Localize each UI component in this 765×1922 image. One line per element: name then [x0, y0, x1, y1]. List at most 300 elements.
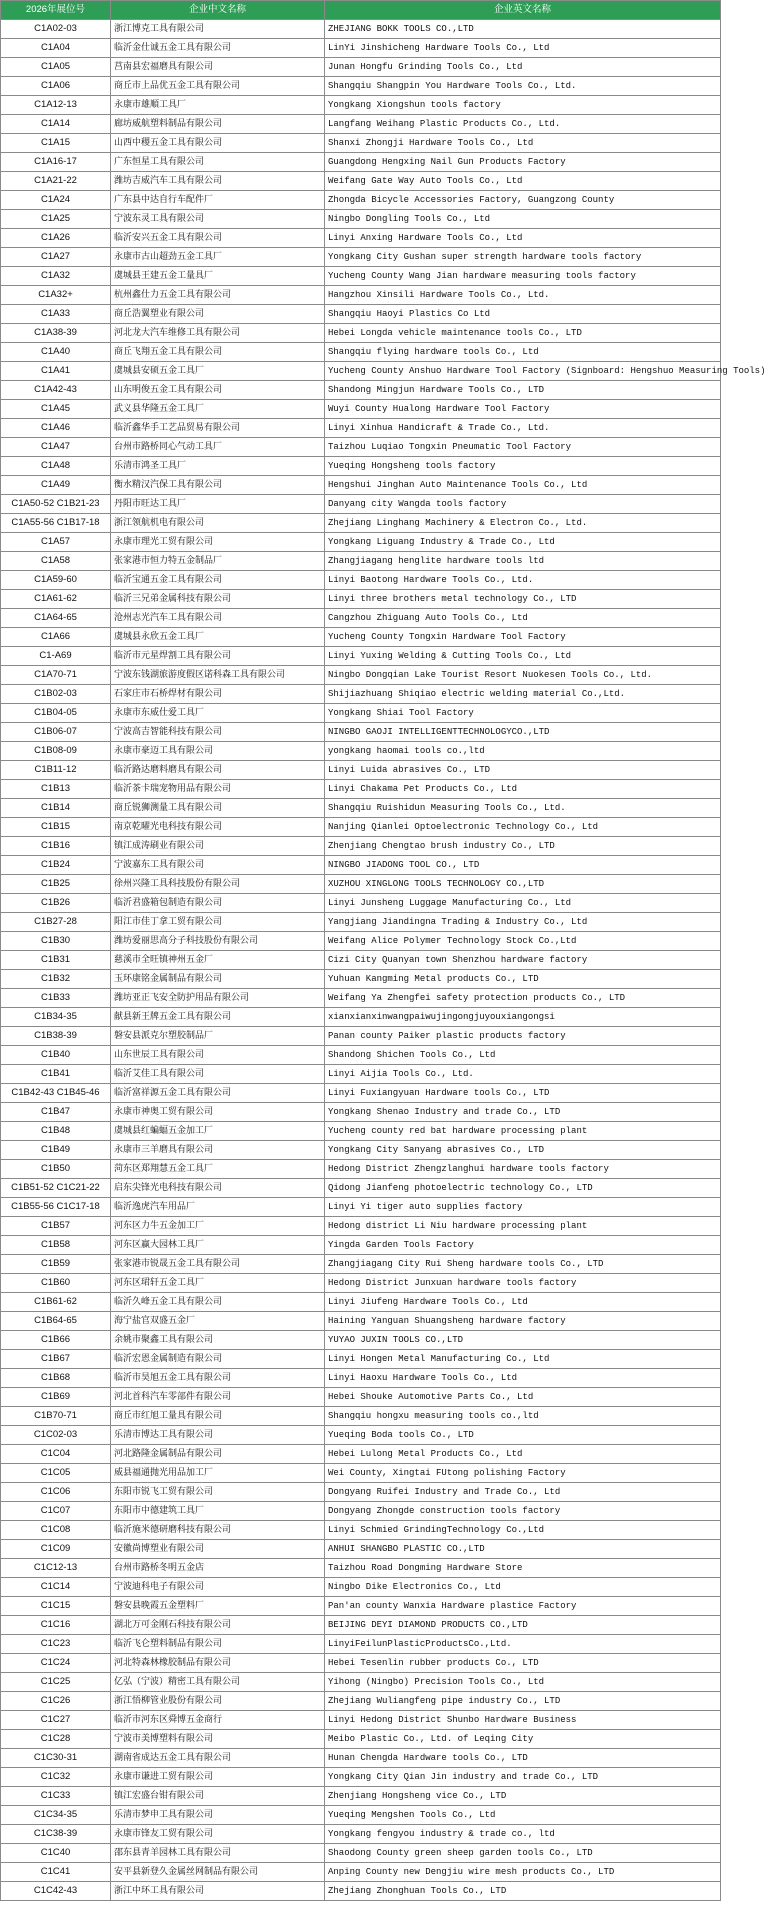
booth-cell[interactable]: C1C28 — [1, 1730, 111, 1749]
english-name-cell[interactable]: Hunan Chengda Hardware tools Co., LTD — [325, 1749, 721, 1768]
english-name-cell[interactable]: Zhangjiagang City Rui Sheng hardware tools Co., LTD — [325, 1255, 721, 1274]
english-name-cell[interactable]: Yucheng County Anshuo Hardware Tool Factory (Signboard: Hengshuo Measuring Tools) — [325, 362, 721, 381]
english-name-cell[interactable]: Linyi Junsheng Luggage Manufacturing Co., Ltd — [325, 894, 721, 913]
english-name-cell[interactable]: Yongkang City Qian Jin industry and trade Co., LTD — [325, 1768, 721, 1787]
english-name-cell[interactable]: Zhongda Bicycle Accessories Factory, Guangzong County — [325, 191, 721, 210]
booth-cell[interactable]: C1B55-56 C1C17-18 — [1, 1198, 111, 1217]
english-name-cell[interactable]: Shangqiu Haoyi Plastics Co Ltd — [325, 305, 721, 324]
english-name-cell[interactable]: Wuyi County Hualong Hardware Tool Factory — [325, 400, 721, 419]
booth-cell[interactable]: C1B70-71 — [1, 1407, 111, 1426]
english-name-cell[interactable]: NINGBO JIADONG TOOL CO., LTD — [325, 856, 721, 875]
english-name-cell[interactable]: Shandong Shichen Tools Co., Ltd — [325, 1046, 721, 1065]
booth-cell[interactable]: C1B47 — [1, 1103, 111, 1122]
booth-cell[interactable]: C1B24 — [1, 856, 111, 875]
booth-cell[interactable]: C1B27-28 — [1, 913, 111, 932]
chinese-name-cell[interactable]: 河北路隆金属制品有限公司 — [111, 1445, 325, 1464]
english-name-cell[interactable]: Yongkang Liguang Industry & Trade Co., Ltd — [325, 533, 721, 552]
chinese-name-cell[interactable]: 石家庄市石桥焊材有限公司 — [111, 685, 325, 704]
chinese-name-cell[interactable]: 永康市古山超劲五金工具厂 — [111, 248, 325, 267]
chinese-name-cell[interactable]: 台州市路桥同心气动工具厂 — [111, 438, 325, 457]
chinese-name-cell[interactable]: 东阳市中德建筑工具厂 — [111, 1502, 325, 1521]
english-name-cell[interactable]: Linyi Hongen Metal Manufacturing Co., Ltd — [325, 1350, 721, 1369]
booth-cell[interactable]: C1A21-22 — [1, 172, 111, 191]
chinese-name-cell[interactable]: 徐州兴隆工具科技股份有限公司 — [111, 875, 325, 894]
english-name-cell[interactable]: Yongkang fengyou industry & trade co., ltd — [325, 1825, 721, 1844]
chinese-name-cell[interactable]: 宁波东灵工具有限公司 — [111, 210, 325, 229]
english-name-cell[interactable]: Hebei Tesenlin rubber products Co., LTD — [325, 1654, 721, 1673]
chinese-name-cell[interactable]: 潍坊吉威汽车工具有限公司 — [111, 172, 325, 191]
english-name-cell[interactable]: Linyi Fuxiangyuan Hardware tools Co., LTD — [325, 1084, 721, 1103]
chinese-name-cell[interactable]: 河北首科汽车零部件有限公司 — [111, 1388, 325, 1407]
english-name-cell[interactable]: NINGBO GAOJI INTELLIGENTTECHNOLOGYCO.,LTD — [325, 723, 721, 742]
booth-cell[interactable]: C1B61-62 — [1, 1293, 111, 1312]
english-name-cell[interactable]: Linyi Schmied GrindingTechnology Co.,Ltd — [325, 1521, 721, 1540]
chinese-name-cell[interactable]: 阳江市佳丁拿工贸有限公司 — [111, 913, 325, 932]
english-name-cell[interactable]: Yihong (Ningbo) Precision Tools Co., Ltd — [325, 1673, 721, 1692]
chinese-name-cell[interactable]: 临沂富祥源五金工具有限公司 — [111, 1084, 325, 1103]
chinese-name-cell[interactable]: 临沂市元星焊割工具有限公司 — [111, 647, 325, 666]
booth-cell[interactable]: C1C04 — [1, 1445, 111, 1464]
english-name-cell[interactable]: Linyi Yi tiger auto supplies factory — [325, 1198, 721, 1217]
booth-cell[interactable]: C1A49 — [1, 476, 111, 495]
booth-cell[interactable]: C1B64-65 — [1, 1312, 111, 1331]
chinese-name-cell[interactable]: 商丘市上品优五金工具有限公司 — [111, 77, 325, 96]
english-name-cell[interactable]: Yongkang Xiongshun tools factory — [325, 96, 721, 115]
booth-cell[interactable]: C1C33 — [1, 1787, 111, 1806]
chinese-name-cell[interactable]: 东阳市锐飞工贸有限公司 — [111, 1483, 325, 1502]
chinese-name-cell[interactable]: 河东区赢大园林工具厂 — [111, 1236, 325, 1255]
booth-cell[interactable]: C1C09 — [1, 1540, 111, 1559]
english-name-cell[interactable]: Weifang Ya Zhengfei safety protection products Co., LTD — [325, 989, 721, 1008]
booth-cell[interactable]: C1C24 — [1, 1654, 111, 1673]
booth-cell[interactable]: C1B31 — [1, 951, 111, 970]
booth-cell[interactable]: C1C08 — [1, 1521, 111, 1540]
chinese-name-cell[interactable]: 张家港市锐晟五金工具有限公司 — [111, 1255, 325, 1274]
booth-cell[interactable]: C1A24 — [1, 191, 111, 210]
chinese-name-cell[interactable]: 南京乾曜光电科技有限公司 — [111, 818, 325, 837]
booth-cell[interactable]: C1B41 — [1, 1065, 111, 1084]
booth-cell[interactable]: C1C25 — [1, 1673, 111, 1692]
booth-cell[interactable]: C1A61-62 — [1, 590, 111, 609]
booth-cell[interactable]: C1A32 — [1, 267, 111, 286]
english-name-cell[interactable]: Shangqiu hongxu measuring tools co.,ltd — [325, 1407, 721, 1426]
english-name-cell[interactable]: Yongkang Shenao Industry and trade Co., LTD — [325, 1103, 721, 1122]
chinese-name-cell[interactable]: 乐清市梦申工具有限公司 — [111, 1806, 325, 1825]
chinese-name-cell[interactable]: 虞城县王建五金工量具厂 — [111, 267, 325, 286]
booth-cell[interactable]: C1B08-09 — [1, 742, 111, 761]
english-name-cell[interactable]: Wei County, Xingtai FUtong polishing Factory — [325, 1464, 721, 1483]
chinese-name-cell[interactable]: 临沂三兄弟金属科技有限公司 — [111, 590, 325, 609]
chinese-name-cell[interactable]: 永康市谦进工贸有限公司 — [111, 1768, 325, 1787]
english-name-cell[interactable]: Yueqing Mengshen Tools Co., Ltd — [325, 1806, 721, 1825]
chinese-name-cell[interactable]: 湖南省成达五金工具有限公司 — [111, 1749, 325, 1768]
english-name-cell[interactable]: Zhangjiagang henglite hardware tools ltd — [325, 552, 721, 571]
english-name-cell[interactable]: Nanjing Qianlei Optoelectronic Technology Co., Ltd — [325, 818, 721, 837]
english-name-cell[interactable]: Linyi Luida abrasives Co., LTD — [325, 761, 721, 780]
booth-cell[interactable]: C1B42-43 C1B45-46 — [1, 1084, 111, 1103]
booth-cell[interactable]: C1A64-65 — [1, 609, 111, 628]
booth-cell[interactable]: C1A57 — [1, 533, 111, 552]
chinese-name-cell[interactable]: 宁波高吉智能科技有限公司 — [111, 723, 325, 742]
english-name-cell[interactable]: Weifang Gate Way Auto Tools Co., Ltd — [325, 172, 721, 191]
english-name-cell[interactable]: Langfang Weihang Plastic Products Co., Ltd. — [325, 115, 721, 134]
booth-cell[interactable]: C1A55-56 C1B17-18 — [1, 514, 111, 533]
chinese-name-cell[interactable]: 衡水精汉汽保工具有限公司 — [111, 476, 325, 495]
booth-cell[interactable]: C1A46 — [1, 419, 111, 438]
chinese-name-cell[interactable]: 临沂施米德研磨科技有限公司 — [111, 1521, 325, 1540]
english-name-cell[interactable]: Junan Hongfu Grinding Tools Co., Ltd — [325, 58, 721, 77]
chinese-name-cell[interactable]: 乐清市鸿圣工具厂 — [111, 457, 325, 476]
english-name-cell[interactable]: Hengshui Jinghan Auto Maintenance Tools Co., Ltd — [325, 476, 721, 495]
booth-cell[interactable]: C1C05 — [1, 1464, 111, 1483]
english-name-cell[interactable]: Shijiazhuang Shiqiao electric welding material Co.,Ltd. — [325, 685, 721, 704]
english-name-cell[interactable]: Zhejiang Wuliangfeng pipe industry Co., LTD — [325, 1692, 721, 1711]
english-name-cell[interactable]: XUZHOU XINGLONG TOOLS TECHNOLOGY CO.,LTD — [325, 875, 721, 894]
english-name-cell[interactable]: Cizi City Quanyan town Shenzhou hardware factory — [325, 951, 721, 970]
booth-column-header[interactable]: 2026年展位号 — [1, 1, 111, 20]
chinese-name-cell[interactable]: 镇江宏盛台钳有限公司 — [111, 1787, 325, 1806]
booth-cell[interactable]: C1C16 — [1, 1616, 111, 1635]
english-name-cell[interactable]: YUYAO JUXIN TOOLS CO.,LTD — [325, 1331, 721, 1350]
english-name-cell[interactable]: Ningbo Dongling Tools Co., Ltd — [325, 210, 721, 229]
booth-cell[interactable]: C1C02-03 — [1, 1426, 111, 1445]
booth-cell[interactable]: C1B51-52 C1C21-22 — [1, 1179, 111, 1198]
chinese-name-cell[interactable]: 山西中稷五金工具有限公司 — [111, 134, 325, 153]
chinese-name-cell[interactable]: 台州市路桥冬明五金店 — [111, 1559, 325, 1578]
booth-cell[interactable]: C1A06 — [1, 77, 111, 96]
chinese-name-cell[interactable]: 虞城县红蝙蝠五金加工厂 — [111, 1122, 325, 1141]
chinese-name-cell[interactable]: 河东区珺轩五金工具厂 — [111, 1274, 325, 1293]
english-name-cell[interactable]: ZHEJIANG BOKK TOOLS CO.,LTD — [325, 20, 721, 39]
chinese-name-cell[interactable]: 临沂逸虎汽车用品厂 — [111, 1198, 325, 1217]
chinese-name-cell[interactable]: 湖北万可金刚石科技有限公司 — [111, 1616, 325, 1635]
booth-cell[interactable]: C1A04 — [1, 39, 111, 58]
english-name-cell[interactable]: Linyi Yuxing Welding & Cutting Tools Co., Ltd — [325, 647, 721, 666]
english-name-cell[interactable]: Zhenjiang Hongsheng vice Co., LTD — [325, 1787, 721, 1806]
booth-cell[interactable]: C1A47 — [1, 438, 111, 457]
chinese-name-cell[interactable]: 临沂安兴五金工具有限公司 — [111, 229, 325, 248]
booth-cell[interactable]: C1B50 — [1, 1160, 111, 1179]
booth-cell[interactable]: C1C40 — [1, 1844, 111, 1863]
chinese-name-cell[interactable]: 虞城县安硕五金工具厂 — [111, 362, 325, 381]
booth-cell[interactable]: C1B66 — [1, 1331, 111, 1350]
english-name-cell[interactable]: Linyi Xinhua Handicraft & Trade Co., Ltd. — [325, 419, 721, 438]
chinese-name-cell[interactable]: 宁波东钱湖旅游度假区诺科森工具有限公司 — [111, 666, 325, 685]
english-name-cell[interactable]: Meibo Plastic Co., Ltd. of Leqing City — [325, 1730, 721, 1749]
chinese-name-cell[interactable]: 浙江博克工具有限公司 — [111, 20, 325, 39]
english-name-cell[interactable]: Taizhou Road Dongming Hardware Store — [325, 1559, 721, 1578]
booth-cell[interactable]: C1C23 — [1, 1635, 111, 1654]
chinese-name-cell[interactable]: 商丘浩翼塑业有限公司 — [111, 305, 325, 324]
booth-cell[interactable]: C1C41 — [1, 1863, 111, 1882]
english-name-cell[interactable]: Linyi Hedong District Shunbo Hardware Business — [325, 1711, 721, 1730]
chinese-name-cell[interactable]: 武义县华隆五金工具厂 — [111, 400, 325, 419]
booth-cell[interactable]: C1A25 — [1, 210, 111, 229]
english-name-cell[interactable]: Yucheng County Wang Jian hardware measuring tools factory — [325, 267, 721, 286]
english-name-cell[interactable]: Yueqing Boda tools Co., LTD — [325, 1426, 721, 1445]
english-name-cell[interactable]: Shandong Mingjun Hardware Tools Co., LTD — [325, 381, 721, 400]
english-name-cell[interactable]: ANHUI SHANGBO PLASTIC CO.,LTD — [325, 1540, 721, 1559]
booth-cell[interactable]: C1A12-13 — [1, 96, 111, 115]
english-name-cell[interactable]: Linyi Chakama Pet Products Co., Ltd — [325, 780, 721, 799]
booth-cell[interactable]: C1A26 — [1, 229, 111, 248]
booth-cell[interactable]: C1B34-35 — [1, 1008, 111, 1027]
english-name-cell[interactable]: Pan'an county Wanxia Hardware plastice Factory — [325, 1597, 721, 1616]
booth-cell[interactable]: C1B26 — [1, 894, 111, 913]
english-name-cell[interactable]: Taizhou Luqiao Tongxin Pneumatic Tool Factory — [325, 438, 721, 457]
booth-cell[interactable]: C1C15 — [1, 1597, 111, 1616]
english-name-cell[interactable]: Hebei Shouke Automotive Parts Co., Ltd — [325, 1388, 721, 1407]
english-name-cell[interactable]: Guangdong Hengxing Nail Gun Products Factory — [325, 153, 721, 172]
chinese-name-cell[interactable]: 商丘飞翔五金工具有限公司 — [111, 343, 325, 362]
english-name-cell[interactable]: yongkang haomai tools co.,ltd — [325, 742, 721, 761]
english-name-cell[interactable]: Yongkang City Sanyang abrasives Co., LTD — [325, 1141, 721, 1160]
english-name-cell[interactable]: Anping County new Dengjiu wire mesh products Co., LTD — [325, 1863, 721, 1882]
english-name-cell[interactable]: Linyi Jiufeng Hardware Tools Co., Ltd — [325, 1293, 721, 1312]
english-name-column-header[interactable]: 企业英文名称 — [325, 1, 721, 20]
booth-cell[interactable]: C1A70-71 — [1, 666, 111, 685]
chinese-name-cell[interactable]: 临沂飞仑塑料制品有限公司 — [111, 1635, 325, 1654]
english-name-cell[interactable]: Linyi three brothers metal technology Co., LTD — [325, 590, 721, 609]
english-name-cell[interactable]: Yangjiang Jiandingna Trading & Industry Co., Ltd — [325, 913, 721, 932]
booth-cell[interactable]: C1A45 — [1, 400, 111, 419]
chinese-name-cell[interactable]: 宁波市美博塑料有限公司 — [111, 1730, 325, 1749]
chinese-name-cell[interactable]: 乐清市博达工具有限公司 — [111, 1426, 325, 1445]
english-name-cell[interactable]: Danyang city Wangda tools factory — [325, 495, 721, 514]
chinese-name-cell[interactable]: 商丘市红旭工量具有限公司 — [111, 1407, 325, 1426]
english-name-cell[interactable]: BEIJING DEYI DIAMOND PRODUCTS CO.,LTD — [325, 1616, 721, 1635]
chinese-name-cell[interactable]: 永康市神奥工贸有限公司 — [111, 1103, 325, 1122]
chinese-name-cell[interactable]: 廊坊威航塑料制品有限公司 — [111, 115, 325, 134]
chinese-name-column-header[interactable]: 企业中文名称 — [111, 1, 325, 20]
chinese-name-cell[interactable]: 广东县中达自行车配件厂 — [111, 191, 325, 210]
booth-cell[interactable]: C1C30-31 — [1, 1749, 111, 1768]
chinese-name-cell[interactable]: 安平县新登久金属丝网制品有限公司 — [111, 1863, 325, 1882]
chinese-name-cell[interactable]: 广东恒星工具有限公司 — [111, 153, 325, 172]
chinese-name-cell[interactable]: 商丘锐狮测量工具有限公司 — [111, 799, 325, 818]
booth-cell[interactable]: C1C42-43 — [1, 1882, 111, 1901]
booth-cell[interactable]: C1A66 — [1, 628, 111, 647]
booth-cell[interactable]: C1B02-03 — [1, 685, 111, 704]
booth-cell[interactable]: C1B59 — [1, 1255, 111, 1274]
chinese-name-cell[interactable]: 临沂金仕诚五金工具有限公司 — [111, 39, 325, 58]
booth-cell[interactable]: C1B11-12 — [1, 761, 111, 780]
chinese-name-cell[interactable]: 威县福通抛光用品加工厂 — [111, 1464, 325, 1483]
chinese-name-cell[interactable]: 余姚市聚鑫工具有限公司 — [111, 1331, 325, 1350]
english-name-cell[interactable]: Yucheng county red bat hardware processing plant — [325, 1122, 721, 1141]
booth-cell[interactable]: C1C07 — [1, 1502, 111, 1521]
booth-cell[interactable]: C1B25 — [1, 875, 111, 894]
english-name-cell[interactable]: Hangzhou Xinsili Hardware Tools Co., Ltd. — [325, 286, 721, 305]
chinese-name-cell[interactable]: 山东明俊五金工具有限公司 — [111, 381, 325, 400]
chinese-name-cell[interactable]: 山东世辰工具有限公司 — [111, 1046, 325, 1065]
booth-cell[interactable]: C1A59-60 — [1, 571, 111, 590]
booth-cell[interactable]: C1B33 — [1, 989, 111, 1008]
booth-cell[interactable]: C1B06-07 — [1, 723, 111, 742]
booth-cell[interactable]: C1B14 — [1, 799, 111, 818]
chinese-name-cell[interactable]: 永康市锋友工贸有限公司 — [111, 1825, 325, 1844]
chinese-name-cell[interactable]: 临沂君盛箱包制造有限公司 — [111, 894, 325, 913]
chinese-name-cell[interactable]: 虞城县永欣五金工具厂 — [111, 628, 325, 647]
chinese-name-cell[interactable]: 磐安县派克尔塑胶制品厂 — [111, 1027, 325, 1046]
booth-cell[interactable]: C1B16 — [1, 837, 111, 856]
chinese-name-cell[interactable]: 临沂市昊旭五金工具有限公司 — [111, 1369, 325, 1388]
english-name-cell[interactable]: Cangzhou Zhiguang Auto Tools Co., Ltd — [325, 609, 721, 628]
booth-cell[interactable]: C1C27 — [1, 1711, 111, 1730]
english-name-cell[interactable]: Shangqiu Shangpin You Hardware Tools Co., Ltd. — [325, 77, 721, 96]
booth-cell[interactable]: C1B04-05 — [1, 704, 111, 723]
chinese-name-cell[interactable]: 宁波嘉东工具有限公司 — [111, 856, 325, 875]
chinese-name-cell[interactable]: 潍坊亚正飞安全防护用品有限公司 — [111, 989, 325, 1008]
chinese-name-cell[interactable]: 安徽尚博塑业有限公司 — [111, 1540, 325, 1559]
english-name-cell[interactable]: xianxianxinwangpaiwujingongjuyouxiangongsi — [325, 1008, 721, 1027]
chinese-name-cell[interactable]: 河北龙大汽车维修工具有限公司 — [111, 324, 325, 343]
english-name-cell[interactable]: Hebei Longda vehicle maintenance tools Co., LTD — [325, 324, 721, 343]
booth-cell[interactable]: C1A41 — [1, 362, 111, 381]
booth-cell[interactable]: C1C32 — [1, 1768, 111, 1787]
booth-cell[interactable]: C1C26 — [1, 1692, 111, 1711]
booth-cell[interactable]: C1A48 — [1, 457, 111, 476]
chinese-name-cell[interactable]: 沧州志光汽车工具有限公司 — [111, 609, 325, 628]
booth-cell[interactable]: C1B40 — [1, 1046, 111, 1065]
booth-cell[interactable]: C1-A69 — [1, 647, 111, 666]
english-name-cell[interactable]: Hedong District Junxuan hardware tools factory — [325, 1274, 721, 1293]
booth-cell[interactable]: C1A42-43 — [1, 381, 111, 400]
chinese-name-cell[interactable]: 莒南县宏福磨具有限公司 — [111, 58, 325, 77]
booth-cell[interactable]: C1B57 — [1, 1217, 111, 1236]
english-name-cell[interactable]: Yongkang City Gushan super strength hardware tools factory — [325, 248, 721, 267]
english-name-cell[interactable]: Yuhuan Kangming Metal products Co., LTD — [325, 970, 721, 989]
booth-cell[interactable]: C1C38-39 — [1, 1825, 111, 1844]
booth-cell[interactable]: C1C06 — [1, 1483, 111, 1502]
chinese-name-cell[interactable]: 永康市豪迈工具有限公司 — [111, 742, 325, 761]
chinese-name-cell[interactable]: 河北特森林橡胶制品有限公司 — [111, 1654, 325, 1673]
chinese-name-cell[interactable]: 临沂市河东区舜博五金商行 — [111, 1711, 325, 1730]
chinese-name-cell[interactable]: 宁波迪科电子有限公司 — [111, 1578, 325, 1597]
booth-cell[interactable]: C1A40 — [1, 343, 111, 362]
english-name-cell[interactable]: Hebei Lulong Metal Products Co., Ltd — [325, 1445, 721, 1464]
english-name-cell[interactable]: Zhejiang Linghang Machinery & Electron Co., Ltd. — [325, 514, 721, 533]
booth-cell[interactable]: C1B32 — [1, 970, 111, 989]
english-name-cell[interactable]: Zhenjiang Chengtao brush industry Co., LTD — [325, 837, 721, 856]
english-name-cell[interactable]: Linyi Anxing Hardware Tools Co., Ltd — [325, 229, 721, 248]
booth-cell[interactable]: C1C14 — [1, 1578, 111, 1597]
english-name-cell[interactable]: Linyi Haoxu Hardware Tools Co., Ltd — [325, 1369, 721, 1388]
booth-cell[interactable]: C1A33 — [1, 305, 111, 324]
chinese-name-cell[interactable]: 浙江中环工具有限公司 — [111, 1882, 325, 1901]
english-name-cell[interactable]: Yongkang Shiai Tool Factory — [325, 704, 721, 723]
chinese-name-cell[interactable]: 杭州鑫仕力五金工具有限公司 — [111, 286, 325, 305]
chinese-name-cell[interactable]: 临沂宏恩金属制造有限公司 — [111, 1350, 325, 1369]
chinese-name-cell[interactable]: 临沂艾佳工具有限公司 — [111, 1065, 325, 1084]
chinese-name-cell[interactable]: 启东尖锋光电科技有限公司 — [111, 1179, 325, 1198]
english-name-cell[interactable]: Ningbo Dongqian Lake Tourist Resort Nuokesen Tools Co., Ltd. — [325, 666, 721, 685]
chinese-name-cell[interactable]: 临沂茶卡瑞宠物用品有限公司 — [111, 780, 325, 799]
chinese-name-cell[interactable]: 玉环康铭金属制品有限公司 — [111, 970, 325, 989]
english-name-cell[interactable]: Hedong District Zhengzlanghui hardware tools factory — [325, 1160, 721, 1179]
chinese-name-cell[interactable]: 丹阳市旺达工具厂 — [111, 495, 325, 514]
booth-cell[interactable]: C1A14 — [1, 115, 111, 134]
chinese-name-cell[interactable]: 浙江领航机电有限公司 — [111, 514, 325, 533]
booth-cell[interactable]: C1A38-39 — [1, 324, 111, 343]
chinese-name-cell[interactable]: 永康市三羊磨具有限公司 — [111, 1141, 325, 1160]
english-name-cell[interactable]: Linyi Aijia Tools Co., Ltd. — [325, 1065, 721, 1084]
english-name-cell[interactable]: Dongyang Zhongde construction tools factory — [325, 1502, 721, 1521]
chinese-name-cell[interactable]: 献县新王牌五金工具有限公司 — [111, 1008, 325, 1027]
booth-cell[interactable]: C1B48 — [1, 1122, 111, 1141]
chinese-name-cell[interactable]: 浙江悟柳管业股份有限公司 — [111, 1692, 325, 1711]
booth-cell[interactable]: C1B30 — [1, 932, 111, 951]
chinese-name-cell[interactable]: 邵东县青羊园林工具有限公司 — [111, 1844, 325, 1863]
english-name-cell[interactable]: Yucheng County Tongxin Hardware Tool Factory — [325, 628, 721, 647]
english-name-cell[interactable]: Qidong Jianfeng photoelectric technology Co., LTD — [325, 1179, 721, 1198]
booth-cell[interactable]: C1B13 — [1, 780, 111, 799]
chinese-name-cell[interactable]: 河东区力牛五金加工厂 — [111, 1217, 325, 1236]
english-name-cell[interactable]: Panan county Paiker plastic products factory — [325, 1027, 721, 1046]
english-name-cell[interactable]: Yueqing Hongsheng tools factory — [325, 457, 721, 476]
chinese-name-cell[interactable]: 潍坊爱丽思高分子科技股份有限公司 — [111, 932, 325, 951]
booth-cell[interactable]: C1C12-13 — [1, 1559, 111, 1578]
booth-cell[interactable]: C1A58 — [1, 552, 111, 571]
booth-cell[interactable]: C1B38-39 — [1, 1027, 111, 1046]
english-name-cell[interactable]: Haining Yanguan Shuangsheng hardware factory — [325, 1312, 721, 1331]
chinese-name-cell[interactable]: 海宁盐官双盛五金厂 — [111, 1312, 325, 1331]
chinese-name-cell[interactable]: 永康市理光工贸有限公司 — [111, 533, 325, 552]
english-name-cell[interactable]: Shanxi Zhongji Hardware Tools Co., Ltd — [325, 134, 721, 153]
booth-cell[interactable]: C1B68 — [1, 1369, 111, 1388]
booth-cell[interactable]: C1A27 — [1, 248, 111, 267]
booth-cell[interactable]: C1A05 — [1, 58, 111, 77]
english-name-cell[interactable]: Weifang Alice Polymer Technology Stock Co.,Ltd — [325, 932, 721, 951]
chinese-name-cell[interactable]: 永康市雄順工具厂 — [111, 96, 325, 115]
chinese-name-cell[interactable]: 亿弘（宁波）精密工具有限公司 — [111, 1673, 325, 1692]
english-name-cell[interactable]: LinyiFeilunPlasticProductsCo.,Ltd. — [325, 1635, 721, 1654]
english-name-cell[interactable]: Yingda Garden Tools Factory — [325, 1236, 721, 1255]
chinese-name-cell[interactable]: 慈溪市全旺镇神州五金厂 — [111, 951, 325, 970]
english-name-cell[interactable]: LinYi Jinshicheng Hardware Tools Co., Ltd — [325, 39, 721, 58]
booth-cell[interactable]: C1B60 — [1, 1274, 111, 1293]
english-name-cell[interactable]: Shaodong County green sheep garden tools Co., LTD — [325, 1844, 721, 1863]
booth-cell[interactable]: C1A16-17 — [1, 153, 111, 172]
chinese-name-cell[interactable]: 临沂路达磨料磨具有限公司 — [111, 761, 325, 780]
english-name-cell[interactable]: Zhejiang Zhonghuan Tools Co., LTD — [325, 1882, 721, 1901]
booth-cell[interactable]: C1B15 — [1, 818, 111, 837]
booth-cell[interactable]: C1C34-35 — [1, 1806, 111, 1825]
booth-cell[interactable]: C1A15 — [1, 134, 111, 153]
chinese-name-cell[interactable]: 张家港市恒力特五金制品厂 — [111, 552, 325, 571]
booth-cell[interactable]: C1A32+ — [1, 286, 111, 305]
chinese-name-cell[interactable]: 镇江成涛刷业有限公司 — [111, 837, 325, 856]
booth-cell[interactable]: C1B67 — [1, 1350, 111, 1369]
booth-cell[interactable]: C1A50-52 C1B21-23 — [1, 495, 111, 514]
chinese-name-cell[interactable]: 磐安县晚霞五金塑料厂 — [111, 1597, 325, 1616]
english-name-cell[interactable]: Dongyang Ruifei Industry and Trade Co., Ltd — [325, 1483, 721, 1502]
chinese-name-cell[interactable]: 临沂宝通五金工具有限公司 — [111, 571, 325, 590]
english-name-cell[interactable]: Ningbo Dike Electronics Co., Ltd — [325, 1578, 721, 1597]
booth-cell[interactable]: C1B49 — [1, 1141, 111, 1160]
booth-cell[interactable]: C1A02-03 — [1, 20, 111, 39]
chinese-name-cell[interactable]: 永康市东威仕爱工具厂 — [111, 704, 325, 723]
english-name-cell[interactable]: Hedong district Li Niu hardware processing plant — [325, 1217, 721, 1236]
english-name-cell[interactable]: Shangqiu Ruishidun Measuring Tools Co., Ltd. — [325, 799, 721, 818]
chinese-name-cell[interactable]: 临沂久峰五金工具有限公司 — [111, 1293, 325, 1312]
english-name-cell[interactable]: Shangqiu flying hardware tools Co., Ltd — [325, 343, 721, 362]
chinese-name-cell[interactable]: 临沂鑫华手工艺品贸易有限公司 — [111, 419, 325, 438]
booth-cell[interactable]: C1B69 — [1, 1388, 111, 1407]
booth-cell[interactable]: C1B58 — [1, 1236, 111, 1255]
english-name-cell[interactable]: Linyi Baotong Hardware Tools Co., Ltd. — [325, 571, 721, 590]
chinese-name-cell[interactable]: 菏东区郑翔慧五金工具厂 — [111, 1160, 325, 1179]
